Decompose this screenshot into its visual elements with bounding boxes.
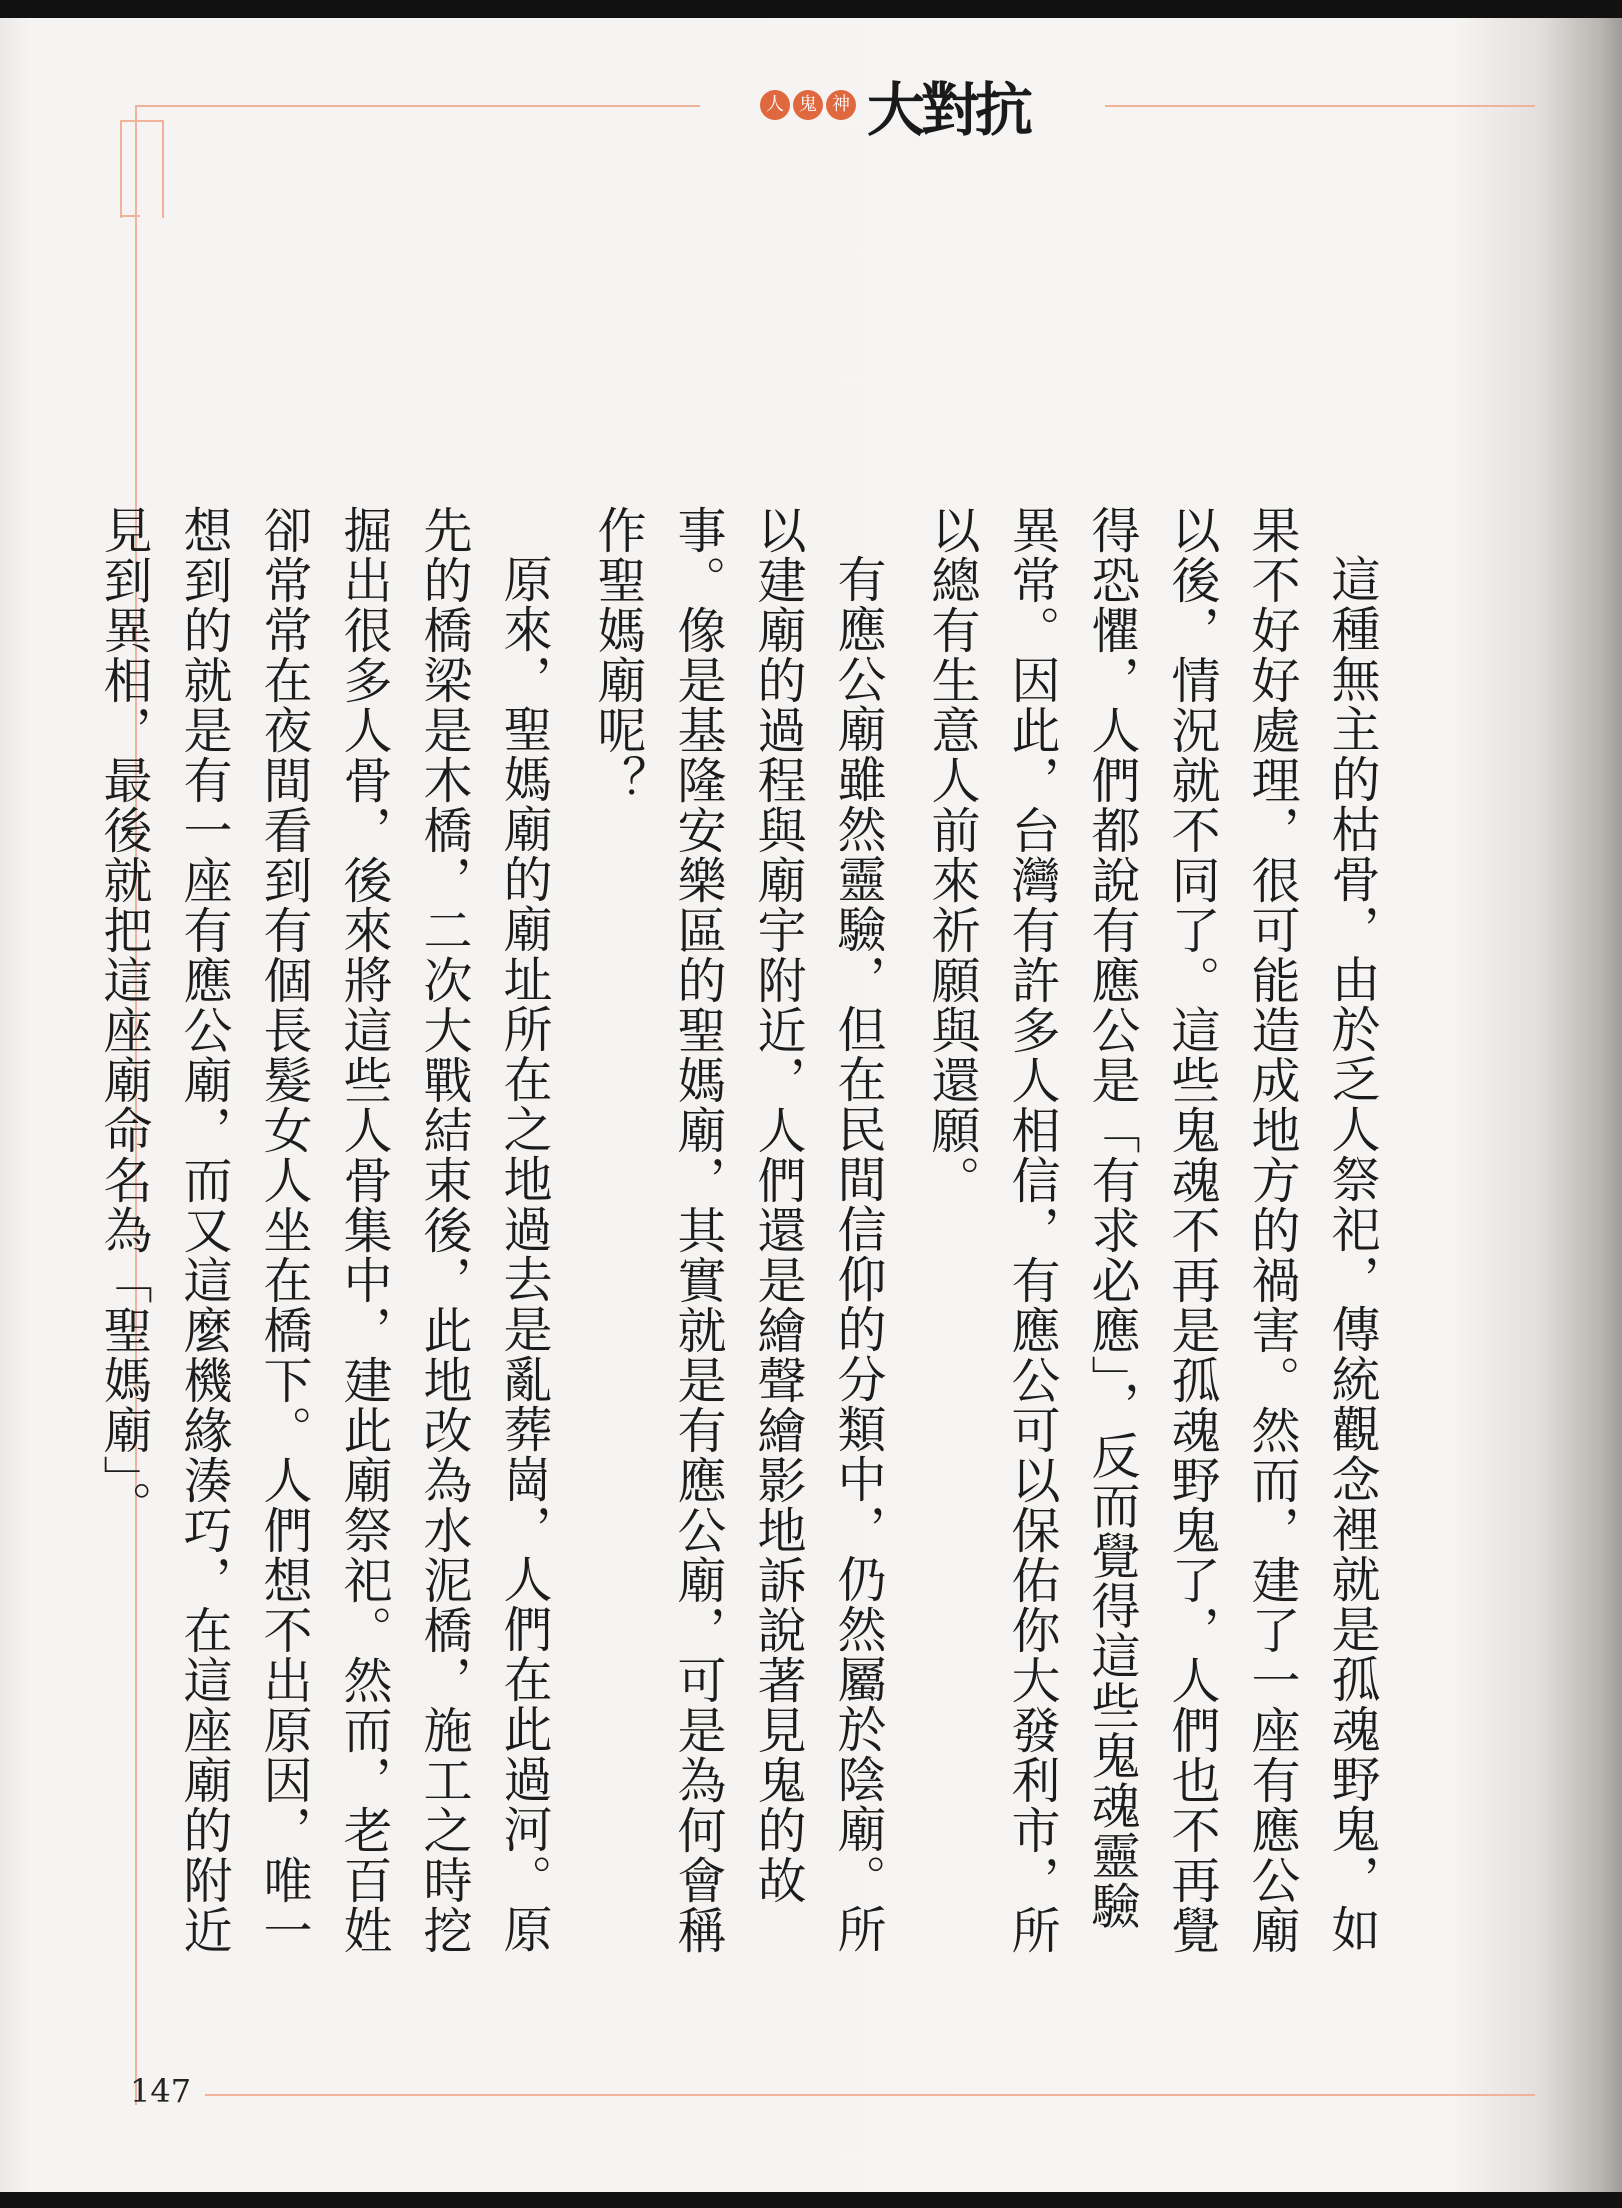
header-badge: 神 <box>826 90 856 120</box>
footer-rule <box>205 2094 1535 2096</box>
corner-ornament <box>120 120 164 218</box>
header-rule-right <box>1105 105 1535 107</box>
paragraph: 有應公廟雖然靈驗，但在民間信仰的分類中，仍然屬於陰廟。所以建廟的過程與廟宇附近，人們還是繪聲繪影地訴說著見鬼的故事。像是基隆安樂區的聖媽廟，其實就是有應公廟，可是為何會稱作聖媽廟呢？ <box>590 505 887 1955</box>
header-title: 大對抗 <box>867 76 1030 144</box>
vertical-body-text <box>84 505 1392 1975</box>
paragraph: 這種無主的枯骨，由於乏人祭祀，傳統觀念裡就是孤魂野鬼，如果不好好處理，很可能造成地方的禍害。然而，建了一座有應公廟以後，情況就不同了。這些鬼魂不再是孤魂野鬼了，人們也不再覺得恐懼，人們都說有應公是「有求必應」，反而覺得這些鬼魂靈驗異常。因此，台灣有許多人相信，有應公可以保佑你大發利市，所以總有生意人前來祈願與還願。 <box>924 505 1381 1955</box>
header-badge: 鬼 <box>793 90 823 120</box>
scan-top-edge <box>0 0 1622 18</box>
paragraph: 原來，聖媽廟的廟址所在之地過去是亂葬崗，人們在此過河。原先的橋梁是木橋，二次大戰結束後，此地改為水泥橋，施工之時挖掘出很多人骨，後來將這些人骨集中，建此廟祭祀。然而，老百姓卻常常在夜間看到有個長髮女人坐在橋下。人們想不出原因，唯一想到的就是有一座有應公廟，而又這麼機緣湊巧，在這座廟的附近見到異相，最後就把這座廟命名為「聖媽廟」。 <box>96 505 553 1955</box>
header-rule-left <box>135 105 700 107</box>
scan-bottom-edge <box>0 2192 1622 2208</box>
corner-ornament-tick <box>120 215 140 217</box>
page-number: 147 <box>130 2072 192 2110</box>
header-badge: 人 <box>760 90 790 120</box>
running-header <box>760 60 1029 150</box>
